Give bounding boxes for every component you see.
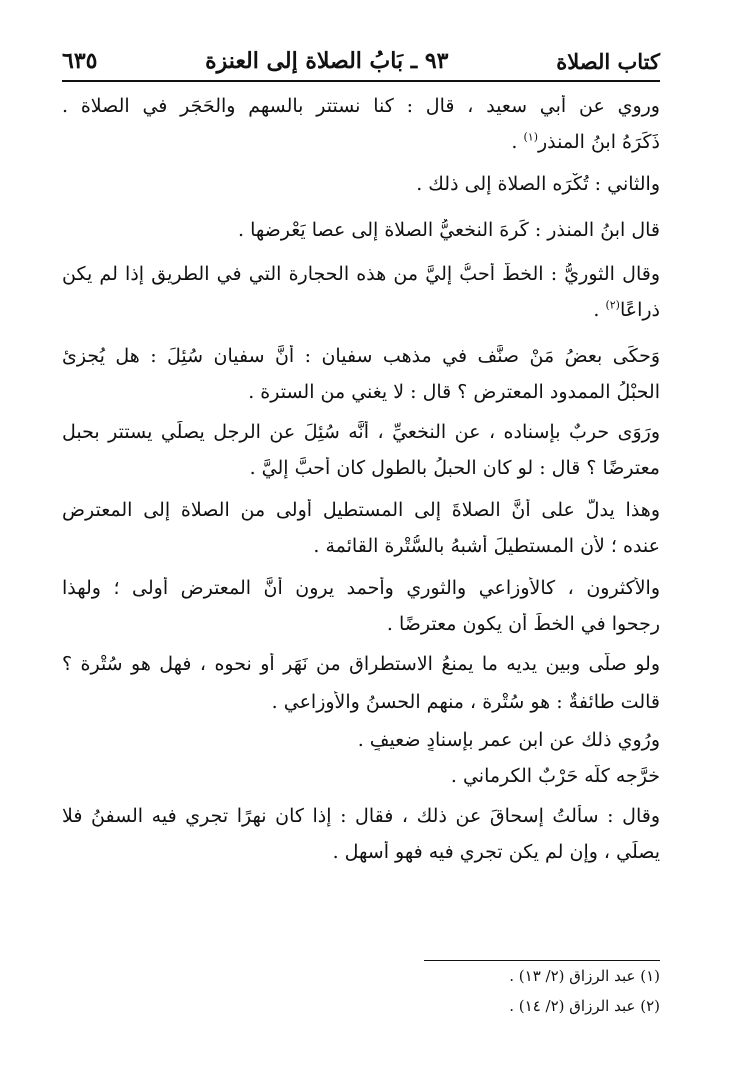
paragraph: [62, 765, 660, 787]
text-line: معترضًا ؟ قال : لو كان الحبلُ بالطول كان أحبَّ إليَّ .: [249, 457, 660, 479]
footnote-rule: [424, 960, 660, 961]
text-line-content: ذراعًا: [619, 299, 660, 321]
paragraph: [62, 219, 660, 241]
footnotes: [260, 967, 660, 1027]
paragraph: [62, 653, 660, 675]
paragraph: [62, 691, 660, 713]
paragraph: [62, 499, 660, 557]
text-line: وقال : سألتُ إسحاقَ عن ذلك ، فقال : إذا كان نهرًا تجري فيه السفنُ فلا: [62, 805, 660, 827]
book-title: كتاب الصلاة: [556, 48, 660, 74]
page-number: ٦٣٥: [62, 48, 98, 74]
paragraph: [62, 95, 660, 117]
text-line: وقال الثوريُّ : الخطُّ أحبُّ إليَّ من هذه الحجارة التي في الطريق إذا لم يكن: [62, 263, 660, 285]
text-line: قالت طائفةٌ : هو سُتْرة ، منهم الحسنُ والأوزاعي .: [271, 691, 660, 713]
footnote: (٢) عبد الرزاق (٢/ ١٤) .: [509, 997, 660, 1015]
text-line: الحبْلُ الممدود المعترض ؟ قال : لا يغني من السترة .: [248, 381, 660, 403]
chapter-title: ٩٣ ـ بَابُ الصلاة إلى العنزة: [205, 48, 449, 74]
text-line: والأكثرون ، كالأوزاعي والثوري وأحمد يرون أنَّ المعترض أولى ؛ ولهذا: [62, 577, 660, 599]
text-line: ورَوَى حربٌ بإسناده ، عن النخعيِّ ، أنَّه سُئِلَ عن الرجل يصلِّي يستتر بحبل: [62, 421, 660, 443]
text-line: ولو صلَّى وبين يديه ما يمنعُ الاستطراق من نَهَرٍ أو نحوه ، فهل هو سُتْرة ؟: [62, 653, 660, 675]
header-rule: [62, 80, 660, 82]
paragraph: [62, 263, 660, 321]
page-header: [62, 44, 660, 78]
text-line: يصلِّي ، وإن لم يكن تجري فيه فهو أسهل .: [332, 841, 660, 863]
text-line-content: ذَكَرَهُ ابنُ المنذر: [538, 131, 660, 153]
text-line: [62, 131, 660, 153]
footnote: (١) عبد الرزاق (٢/ ١٣) .: [509, 967, 660, 985]
line-end: .: [593, 299, 606, 321]
text-line: وروي عن أبي سعيد ، قال : كنا نستتر بالسهم والحَجَر في الصلاة .: [62, 95, 660, 117]
paragraph: [62, 805, 660, 863]
text-line: خرَّجه كلَّه حَرْبٌ الكرماني .: [450, 765, 660, 787]
paragraph: [62, 577, 660, 635]
text-line: عنده ؛ لأن المستطيلَ أشبهُ بالسُّتْرة القائمة .: [313, 535, 660, 557]
paragraph: [62, 729, 660, 751]
paragraph: [62, 345, 660, 403]
footnote-ref-1: (١): [523, 131, 538, 144]
text-line: ورُوي ذلك عن ابنِ عمر بإسنادٍ ضعيفٍ .: [357, 729, 660, 751]
footnote-ref-2: (٢): [605, 299, 620, 312]
paragraph: [62, 131, 660, 153]
text-line: وهذا يدلُّ على أنَّ الصلاةَ إلى المستطيل أولى من الصلاة إلى المعترض: [62, 499, 660, 521]
text-line: والثاني : تُكْرَه الصلاة إلى ذلك .: [416, 173, 660, 195]
text-line: وَحكَى بعضُ مَنْ صنَّف في مذهب سفيان : أنَّ سفيان سُئِلَ : هل يُجزئ: [62, 345, 660, 367]
paragraph: [62, 173, 660, 195]
paragraph: [62, 421, 660, 479]
text-line: رجحوا في الخطِّ أن يكون معترضًا .: [386, 613, 660, 635]
text-line: [62, 299, 660, 321]
main-text: [62, 93, 660, 863]
text-line: قال ابنُ المنذر : كَرِهَ النخعيُّ الصلاة إلى عصا يَعْرِضها .: [238, 219, 660, 241]
line-end: .: [511, 131, 524, 153]
